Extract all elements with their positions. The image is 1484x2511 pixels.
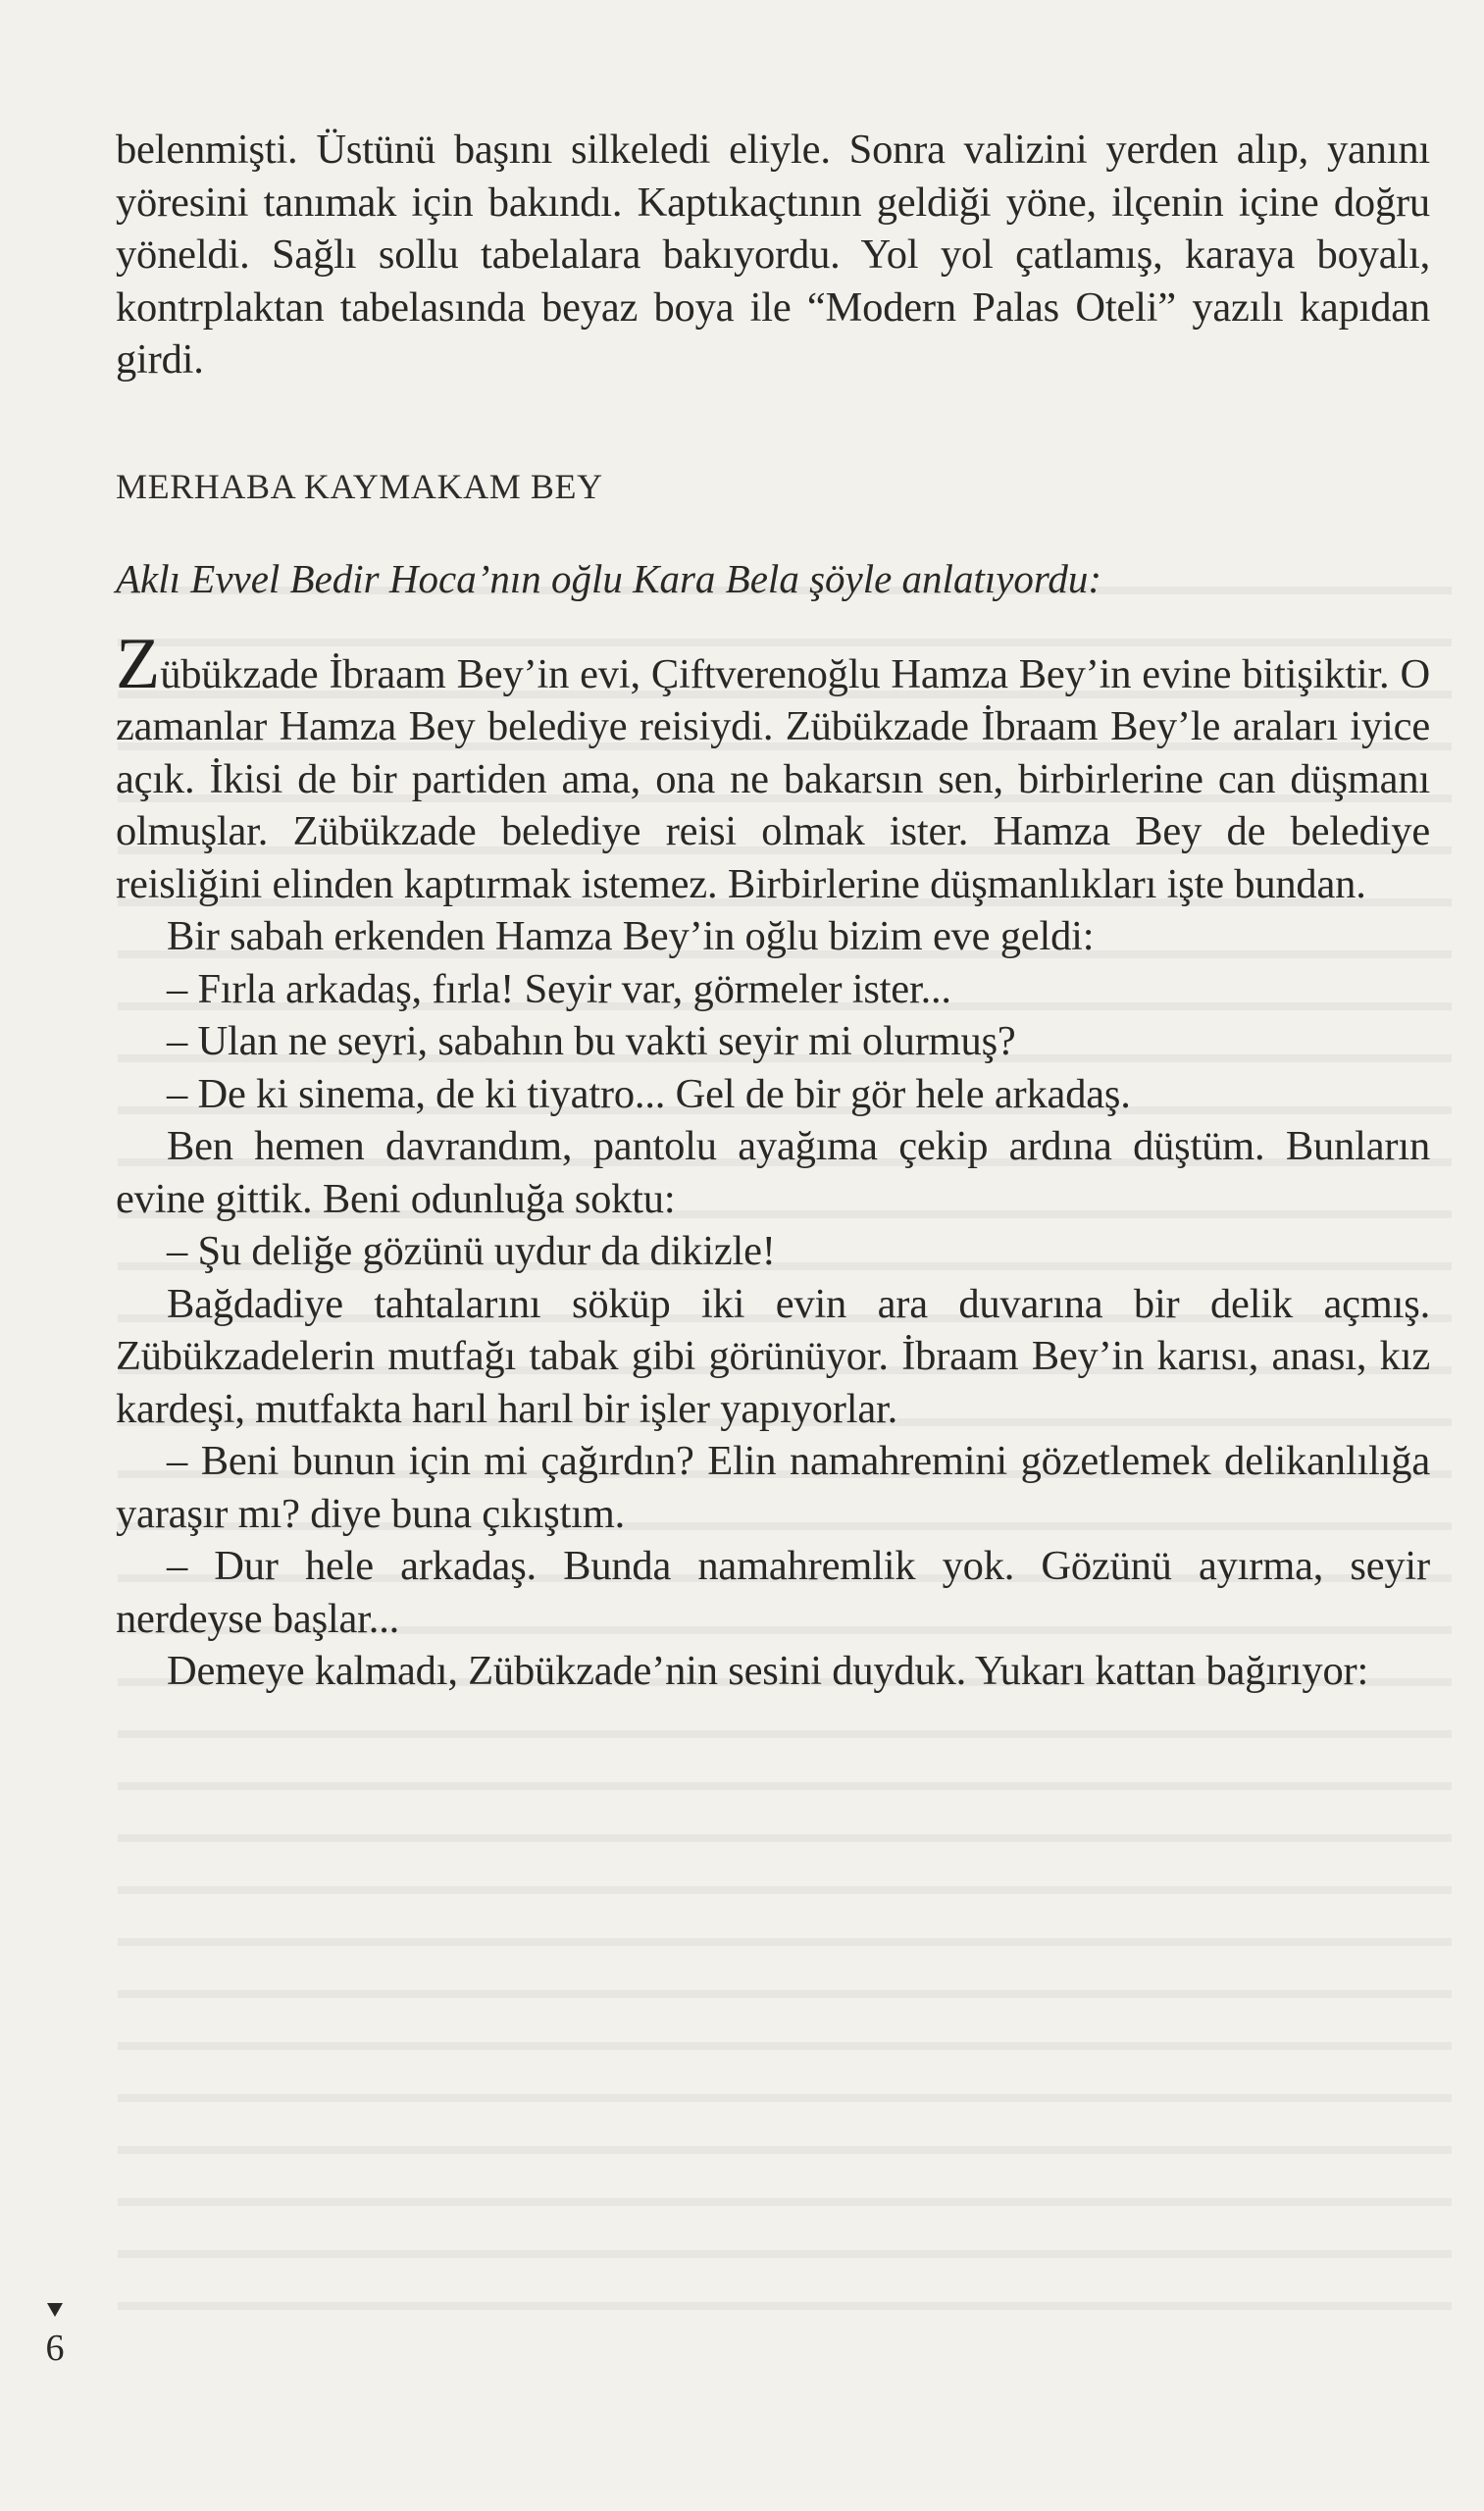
book-page: [116, 124, 1430, 1698]
intro-block: [116, 124, 1430, 386]
story-paragraph: Ben hemen davrandım, pantolu ayağıma çekip ardına düştüm. Bunların evine gittik. Beni odunluğa soktu:: [116, 1123, 1430, 1222]
story-paragraph: Bir sabah erkenden Hamza Bey’in oğlu bizim eve geldi:: [167, 913, 1095, 959]
section-heading: MERHABA KAYMAKAM BEY: [116, 466, 603, 506]
dialogue-line: – Şu deliğe gözünü uydur da dikizle!: [167, 1228, 776, 1274]
story-paragraph: Bağdadiye tahtalarını söküp iki evin ara duvarına bir delik açmış. Zübükzadelerin mutfağı tabak gibi görünüyor. İbraam Bey’in karısı, anası, kız kardeşi, mutfakta harıl harıl bir işler yapıyorlar.: [116, 1280, 1430, 1432]
narrator-line: Aklı Evvel Bedir Hoca’nın oğlu Kara Bela şöyle anlatıyordu:: [116, 555, 1102, 601]
page-folio: [35, 2303, 75, 2370]
story-first-paragraph: [116, 623, 1430, 911]
dialogue-line: – De ki sinema, de ki tiyatro... Gel de bir gör hele arkadaş.: [167, 1070, 1131, 1117]
dialogue-line: – Beni bunun için mi çağırdın? Elin namahremini gözetlemek delikanlılığa yaraşır mı? diye buna çıkıştım.: [116, 1438, 1430, 1537]
page-number: 6: [45, 2328, 65, 2369]
story-first-paragraph-text: übükzade İbraam Bey’in evi, Çiftverenoğlu Hamza Bey’in evine bitişiktir. O zamanlar Hamza Bey belediye reisiydi. Zübükzade İbraam Bey’le araları iyice açık. İkisi de bir partiden ama, ona ne bakarsın sen, birbirlerine can düşmanı olmuşlar. Zübükzade belediye reisi olmak ister. Hamza Bey de belediye reisliğini elinden kaptırmak istemez. Birbirlerine düşmanlıkları işte bundan.: [116, 650, 1430, 907]
intro-paragraph: belenmişti. Üstünü başını silkeledi eliyle. Sonra valizini yerden alıp, yanını yöresini tanımak için bakındı. Kaptıkaçtının geldiği yöne, ilçenin içine doğru yöneldi. Sağlı sollu tabelalara bakıyordu. Yol yol çatlamış, karaya boyalı, kontrplaktan tabelasında beyaz boya ile “Modern Palas Oteli” yazılı kapıdan girdi.: [116, 127, 1430, 383]
dialogue-line: – Dur hele arkadaş. Bunda namahremlik yok. Gözünü ayırma, seyir nerdeyse başlar...: [116, 1543, 1430, 1642]
dialogue-line: – Fırla arkadaş, fırla! Seyir var, görmeler ister...: [167, 965, 951, 1012]
folio-triangle-icon: [47, 2303, 63, 2317]
story-block: [116, 623, 1430, 1698]
story-paragraph: Demeye kalmadı, Zübükzade’nin sesini duyduk. Yukarı kattan bağırıyor:: [167, 1648, 1369, 1694]
drop-cap: Z: [116, 623, 161, 704]
dialogue-line: – Ulan ne seyri, sabahın bu vakti seyir mi olurmuş?: [167, 1018, 1016, 1064]
